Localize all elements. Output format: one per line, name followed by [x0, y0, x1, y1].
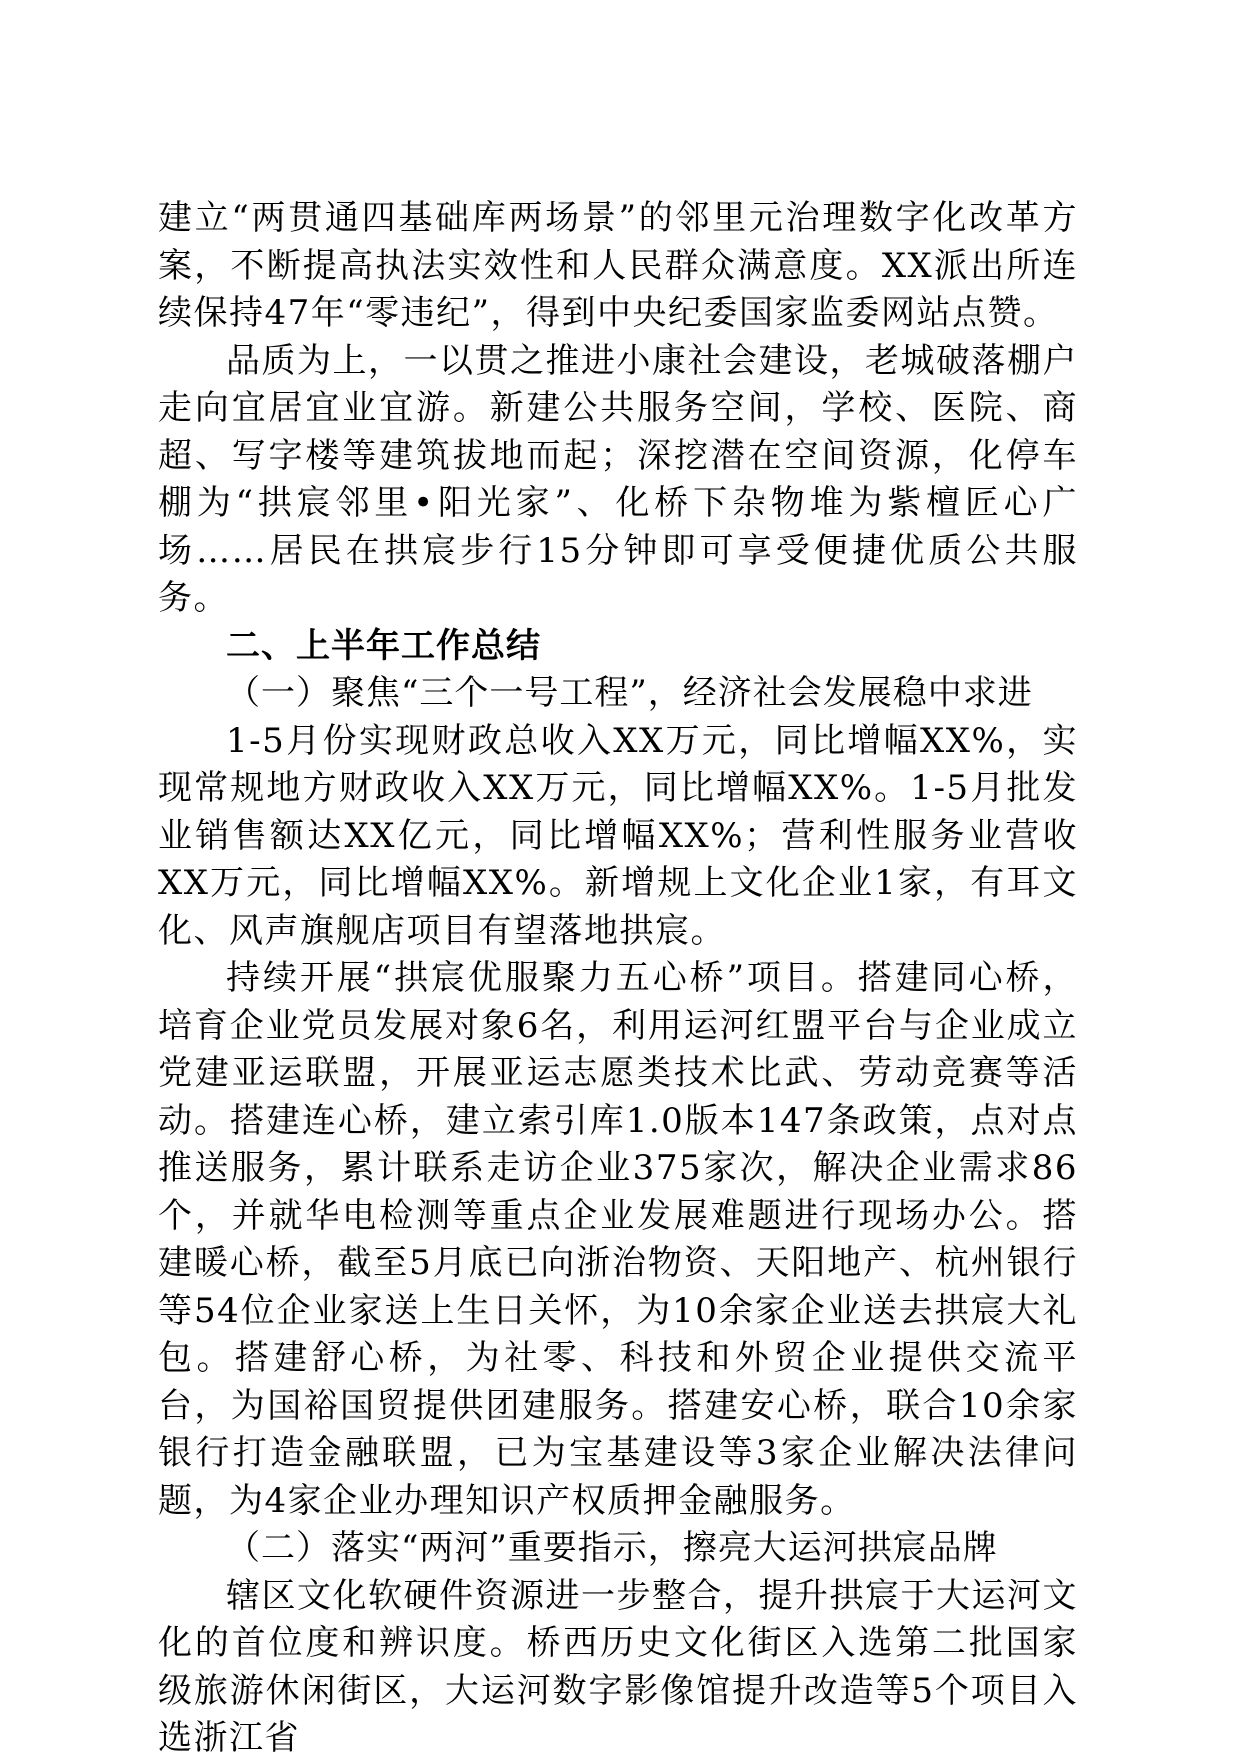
paragraph-culture-resources: 辖区文化软硬件资源进一步整合，提升拱宸于大运河文化的首位度和辨识度。桥西历史文化街区入选第二批国家级旅游休闲街区，大运河数字影像馆提升改造等5个项目入选浙江省: [158, 1575, 1078, 1758]
section-heading: 二、上半年工作总结: [226, 625, 541, 666]
subsection-heading-economy: （一）聚焦“三个一号工程”，经济社会发展稳中求进: [226, 673, 1033, 713]
document-page: [158, 195, 1078, 1763]
paragraph-fiscal-revenue: 1-5月份实现财政总收入XX万元，同比增幅XX%，实现常规地方财政收入XX万元，同比增幅XX%。1-5月批发业销售额达XX亿元，同比增幅XX%；营利性服务业营收XX万元，同比增幅XX%。新增规上文化企业1家，有耳文化、风声旗舰店项目有望落地拱宸。: [158, 720, 1078, 951]
subsection-heading-canal: （二）落实“两河”重要指示，擦亮大运河拱宸品牌: [226, 1528, 998, 1568]
paragraph-five-bridges: 持续开展“拱宸优服聚力五心桥”项目。搭建同心桥，培育企业党员发展对象6名，利用运河红盟平台与企业成立党建亚运联盟，开展亚运志愿类技术比武、劳动竞赛等活动。搭建连心桥，建立索引库1.0版本147条政策，点对点推送服务，累计联系走访企业375家次，解决企业需求86个，并就华电检测等重点企业发展难题进行现场办公。搭建暖心桥，截至5月底已向浙治物资、天阳地产、杭州银行等54位企业家送上生日关怀，为10余家企业送去拱宸大礼包。搭建舒心桥，为社零、科技和外贸企业提供交流平台，为国裕国贸提供团建服务。搭建安心桥，联合10余家银行打造金融联盟，已为宝基建设等3家企业解决法律问题，为4家企业办理知识产权质押金融服务。: [158, 958, 1078, 1521]
paragraph-continuation: 建立“两贯通四基础库两场景”的邻里元治理数字化改革方案，不断提高执法实效性和人民群众满意度。XX派出所连续保持47年“零违纪”，得到中央纪委国家监委网站点赞。: [158, 198, 1078, 333]
paragraph-quality-living: 品质为上，一以贯之推进小康社会建设，老城破落棚户走向宜居宜业宜游。新建公共服务空间，学校、医院、商超、写字楼等建筑拔地而起；深挖潜在空间资源，化停车棚为“拱宸邻里•阳光家”、化桥下杂物堆为紫檀匠心广场……居民在拱宸步行15分钟即可享受便捷优质公共服务。: [158, 340, 1078, 618]
